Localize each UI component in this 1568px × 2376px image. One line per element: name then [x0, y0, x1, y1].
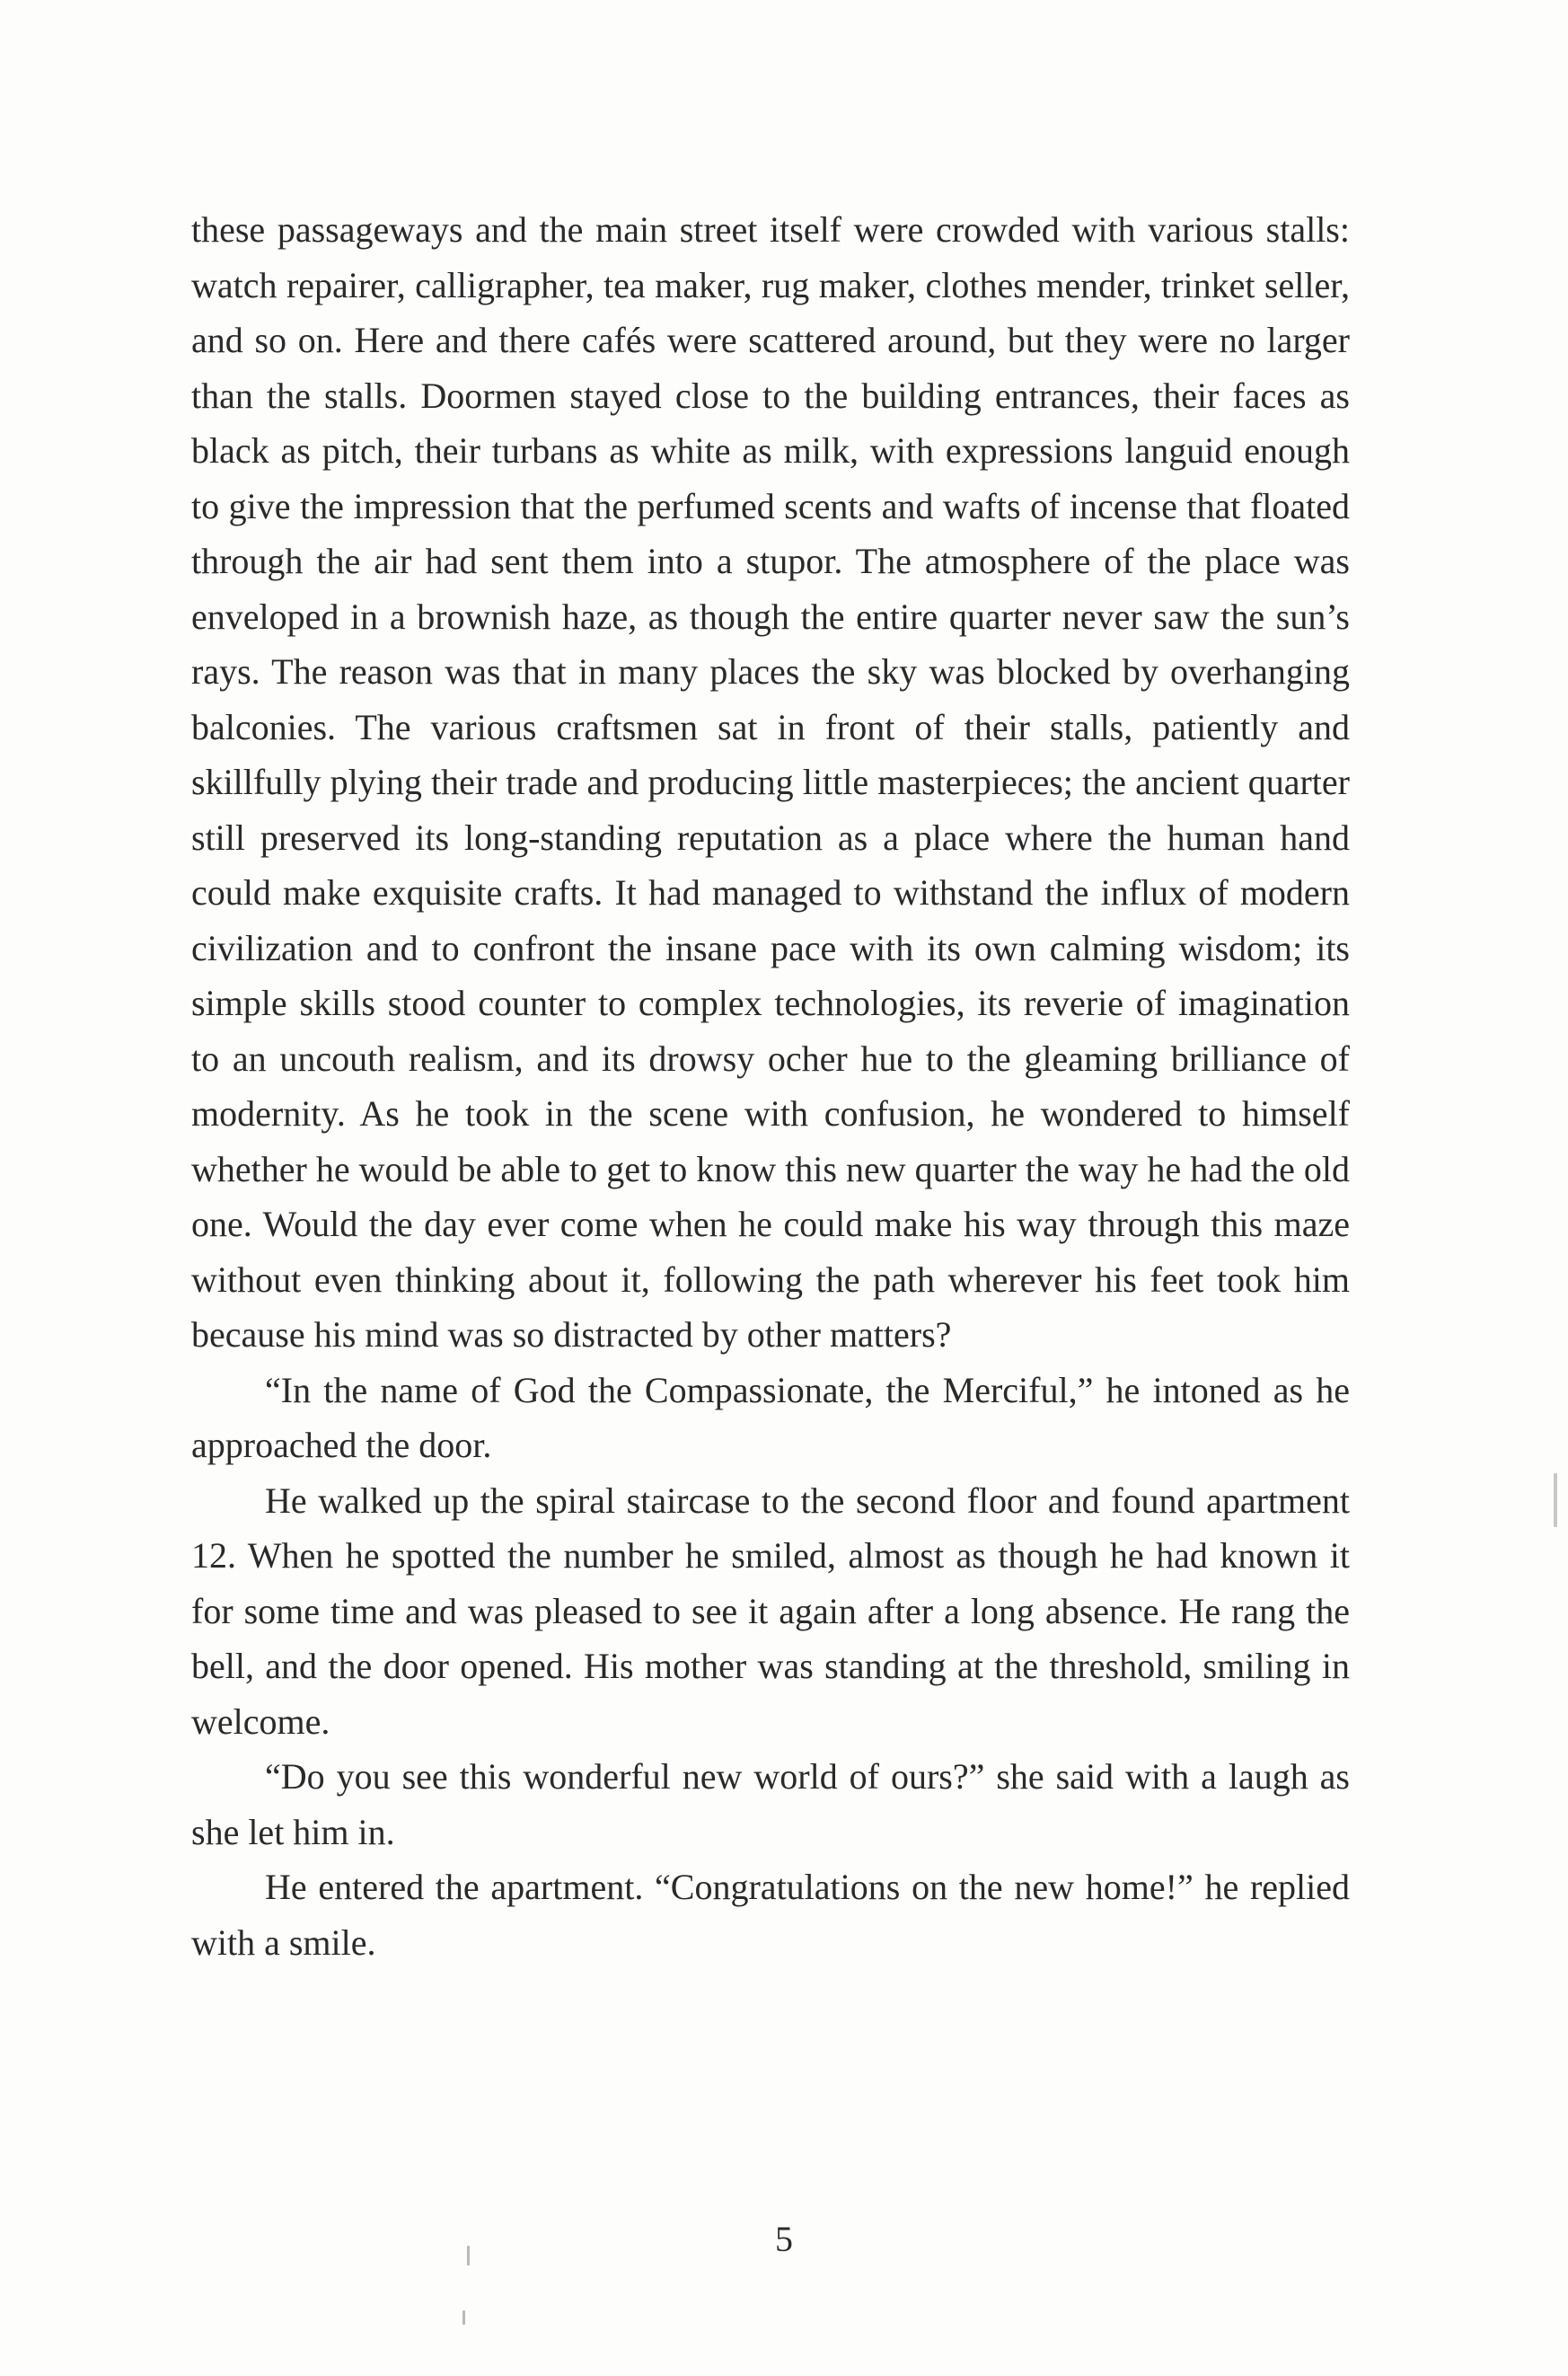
- body-text: [191, 202, 1350, 1970]
- paragraph-1: these passageways and the main street itself were crowded with various stalls: watch repairer, calligrapher, tea maker, rug maker, clothes mender, trinket seller, and so on. Here and there cafés were scattered around, but they were no larger than the stalls. Doormen stayed close to the building entrances, their faces as black as pitch, their turbans as white as milk, with expressions languid enough to give the impression that the perfumed scents and wafts of incense that floated through the air had sent them into a stupor. The atmosphere of the place was enveloped in a brownish haze, as though the entire quarter never saw the sun’s rays. The reason was that in many places the sky was blocked by overhanging balconies. The various craftsmen sat in front of their stalls, patiently and skillfully plying their trade and producing little masterpieces; the ancient quarter still preserved its long-standing reputation as a place where the human hand could make exquisite crafts. It had managed to withstand the influx of modern civilization and to confront the insane pace with its own calming wisdom; its simple skills stood counter to complex technologies, its reverie of imagination to an uncouth realism, and its drowsy ocher hue to the gleaming brilliance of modernity. As he took in the scene with confusion, he wondered to himself whether he would be able to get to know this new quarter the way he had the old one. Would the day ever come when he could make his way through this maze without even thinking about it, following the path wherever his feet took him because his mind was so distracted by other matters?: [191, 209, 1350, 1355]
- paragraph-2: “In the name of God the Compassionate, the Merciful,” he intoned as he approached the door.: [191, 1369, 1350, 1465]
- paragraph-5: He entered the apartment. “Congratulations on the new home!” he replied with a smile.: [191, 1867, 1350, 1963]
- paragraph-4: “Do you see this wonderful new world of ours?” she said with a laugh as she let him in.: [191, 1756, 1350, 1852]
- paragraph-3: He walked up the spiral staircase to the second floor and found apartment 12. When he spotted the number he smiled, almost as though he had known it for some time and was pleased to see it again after a long absence. He rang the bell, and the door opened. His mother was standing at the threshold, smiling in welcome.: [191, 1479, 1350, 1742]
- scan-speck: [1554, 1473, 1557, 1527]
- scan-speck: [462, 2310, 465, 2325]
- page-number: 5: [775, 2219, 793, 2259]
- scan-speck: [467, 2246, 470, 2266]
